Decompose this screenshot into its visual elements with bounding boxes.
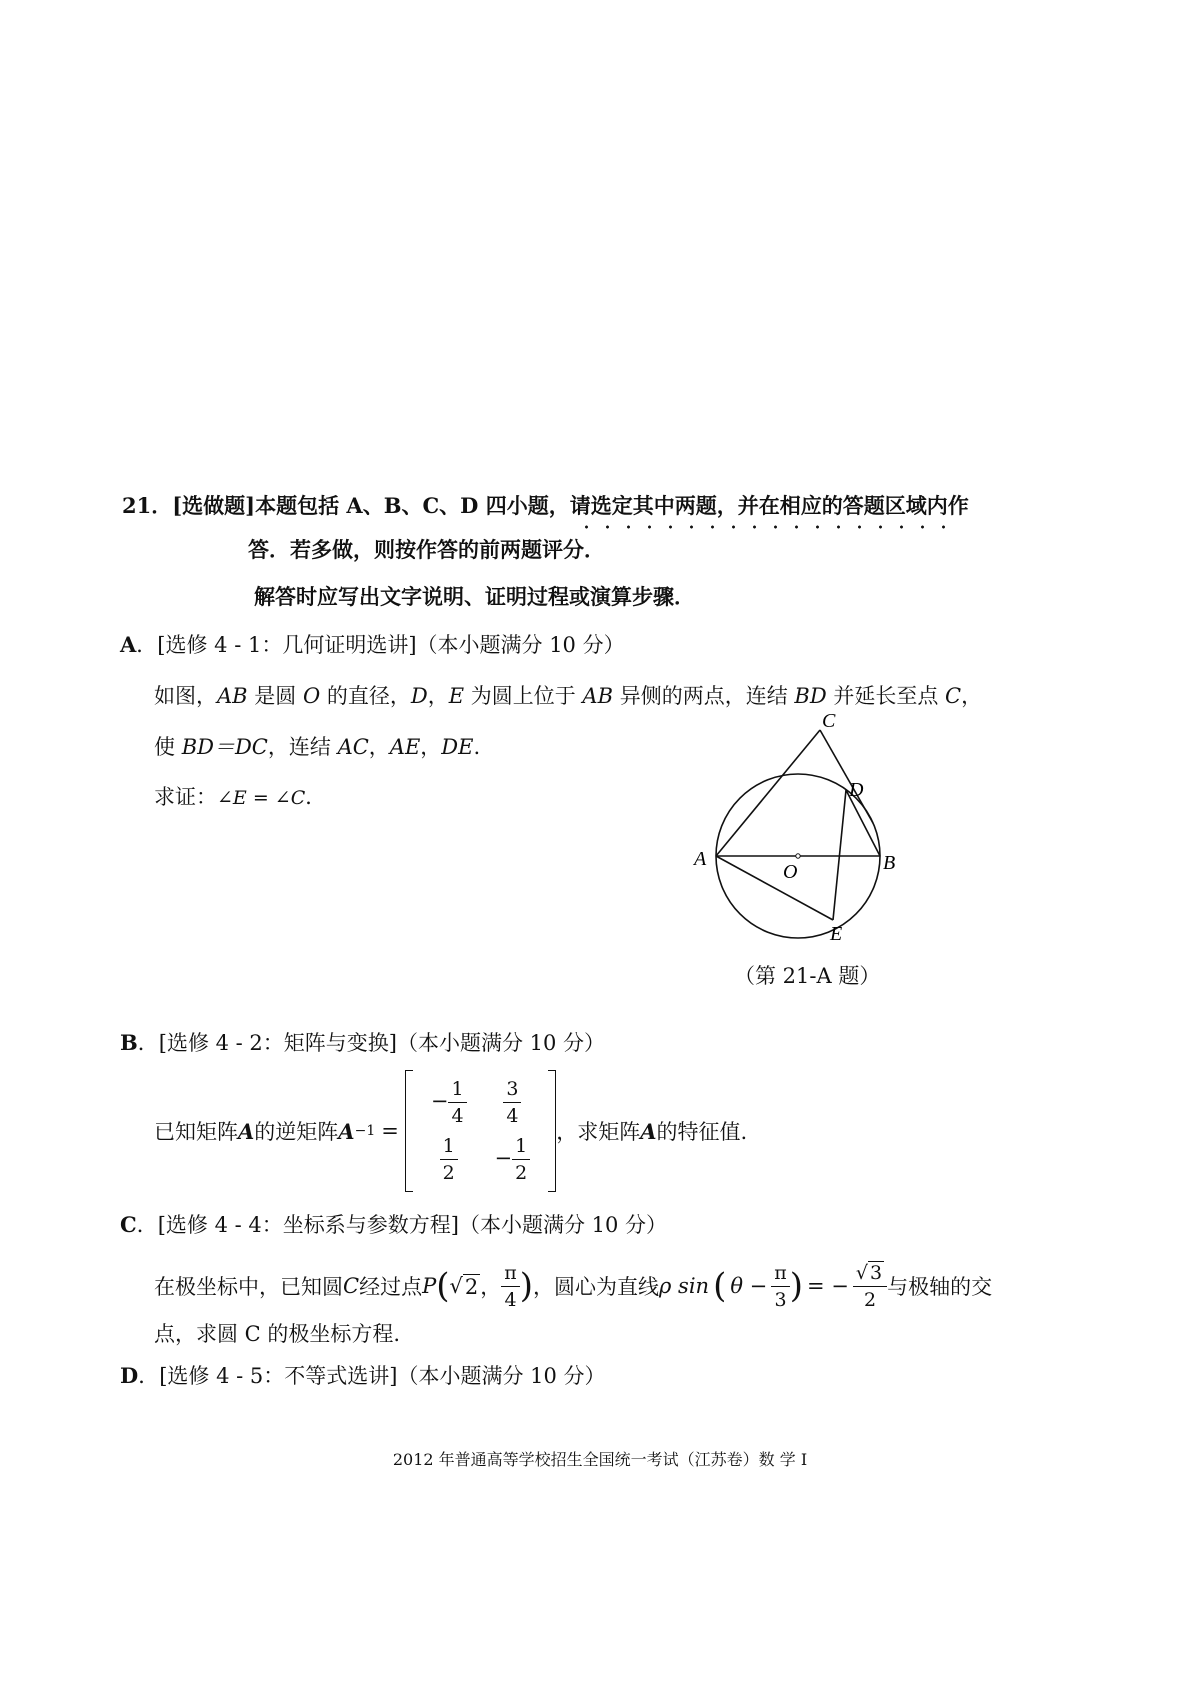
answer-instruction: 解答时应写出文字说明、证明过程或演算步骤．: [254, 584, 695, 609]
emphasis-text: 请选定其中两题，并在相应的答题区域内作: [570, 490, 969, 520]
part-a-header: A．[选修 4 - 1：几何证明选讲]（本小题满分 10 分）: [120, 632, 625, 657]
label-e: E: [830, 923, 843, 945]
question-21-intro: 21．[选做题]本题包括 A、B、C、D 四小题，请选定其中两题，并在相应的答题区域内作: [122, 490, 969, 520]
label-a: A: [694, 848, 707, 870]
part-b-header: B．[选修 4 - 2：矩阵与变换]（本小题满分 10 分）: [120, 1030, 606, 1055]
segment-cb: [820, 730, 873, 823]
page-footer: 2012 年普通高等学校招生全国统一考试（江苏卷）数 学 Ⅰ: [392, 1450, 808, 1469]
part-a-line1: 如图，AB 是圆 O 的直径，D，E 为圆上位于 AB 异侧的两点，连结 BD 并延长至点 C，: [154, 684, 983, 708]
label-d: D: [849, 779, 864, 801]
geometry-figure: [690, 705, 920, 955]
part-a-prove: 求证：∠E = ∠C．: [154, 785, 327, 809]
segment-ac: [716, 730, 820, 856]
label-o: O: [783, 861, 798, 883]
label-c: C: [822, 710, 836, 732]
question-21-intro-cont: 答．若多做，则按作答的前两题评分．: [248, 534, 605, 564]
part-d-header: D．[选修 4 - 5：不等式选讲]（本小题满分 10 分）: [120, 1363, 606, 1388]
part-c-header: C．[选修 4 - 4：坐标系与参数方程]（本小题满分 10 分）: [120, 1212, 668, 1237]
center-point: [796, 854, 800, 858]
part-c-line1: 在极坐标中，已知圆 C 经过点 P ( √ 2 ， $\frac{\pi}{4}$ ) ，圆心为直线 ρ sin ( θ − $\frac{\pi}{3}$ ) = − $\frac{√ 3}{2}$ 与极轴的交: [154, 1261, 993, 1311]
inverse-matrix: − $\frac{1}{4}$ $\frac{3}{4}$ $\frac{1}{2}$ − $\frac{1}{2}$: [405, 1070, 556, 1192]
question-number: 21．: [122, 493, 173, 518]
part-a-line2: 使 BD＝DC，连结 AC，AE，DE.: [154, 735, 481, 759]
segment-ae: [716, 856, 833, 920]
part-c-line2: 点，求圆 C 的极坐标方程.: [154, 1322, 401, 1346]
figure-caption: （第 21-A 题）: [734, 964, 881, 988]
part-b-body: 已知矩阵 A 的逆矩阵 A −1 = − $\frac{1}{4}$ $\frac{3}{4}$ $\frac{1}{2}$ − $\frac{1}{2}$ ，求矩阵 A 的特征值.: [154, 1068, 747, 1194]
label-b: B: [883, 852, 896, 874]
segment-de: [833, 790, 846, 920]
